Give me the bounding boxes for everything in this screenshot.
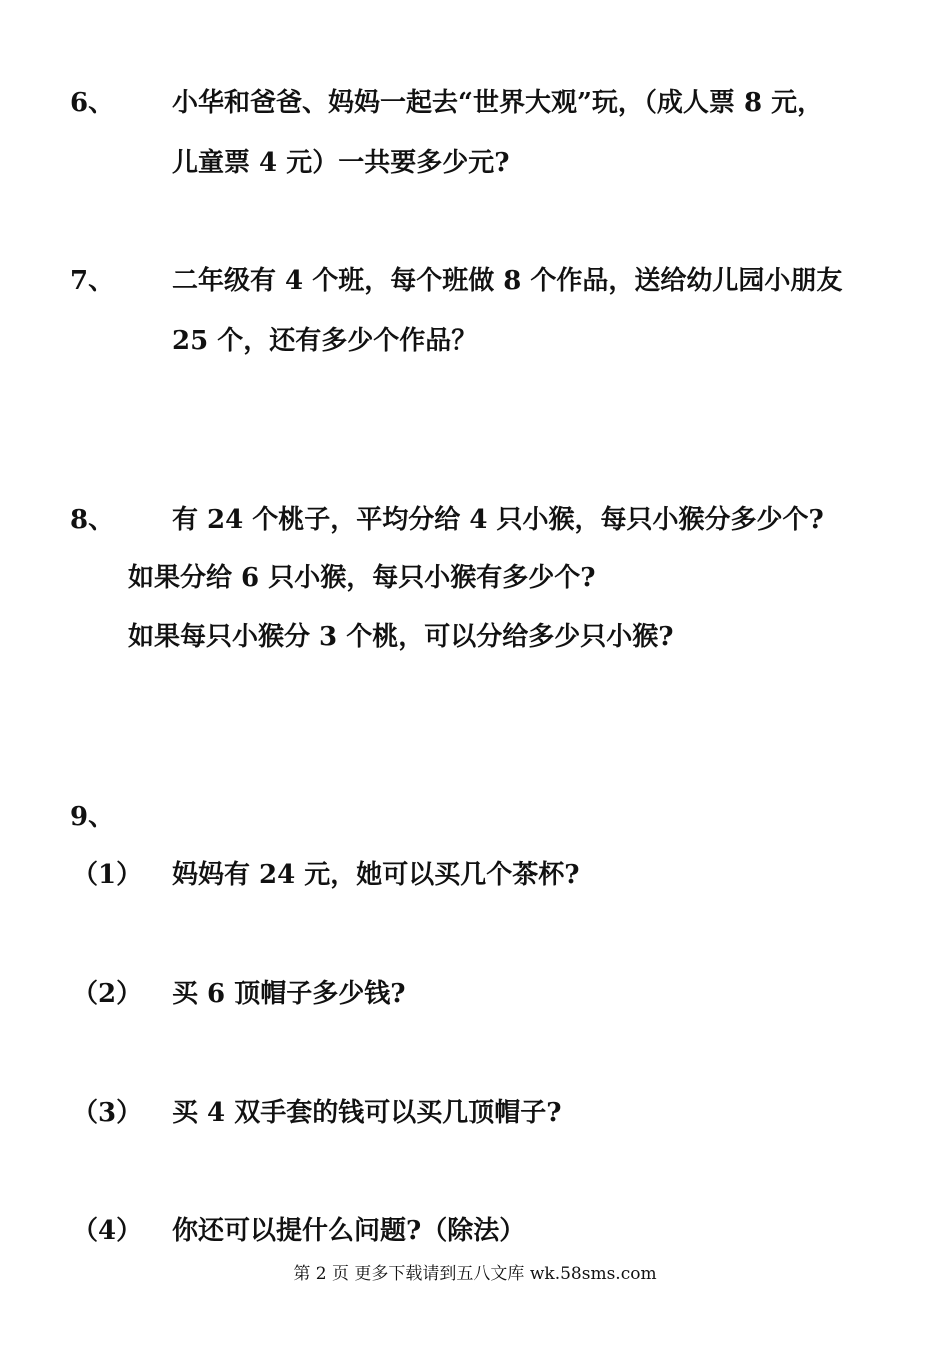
page-footer: 第 2 页 更多下载请到五八文库 wk.58sms.com (293, 1264, 657, 1284)
question-9-part-2-label: （2） (72, 979, 143, 1009)
question-9-part-4-text: 你还可以提什么问题?（除法） (172, 1216, 526, 1246)
question-8-number: 8、 (70, 505, 115, 535)
question-9-part-1-label: （1） (72, 860, 143, 890)
question-6-line-2: 儿童票 4 元）一共要多少元? (172, 148, 510, 178)
question-9-number: 9、 (70, 802, 115, 832)
question-7-line-1: 二年级有 4 个班，每个班做 8 个作品，送给幼儿园小朋友 (172, 266, 843, 296)
question-9-part-3-label: （3） (72, 1098, 143, 1128)
question-8-line-2: 如果分给 6 只小猴，每只小猴有多少个? (128, 563, 596, 593)
question-8-line-3: 如果每只小猴分 3 个桃，可以分给多少只小猴? (128, 622, 674, 652)
question-7-number: 7、 (70, 266, 115, 296)
question-7-line-2: 25 个，还有多少个作品？ (172, 326, 478, 356)
question-6-line-1: 小华和爸爸、妈妈一起去“世界大观”玩，（成人票 8 元， (172, 88, 824, 118)
question-6-number: 6、 (70, 88, 115, 118)
question-9-part-3-text: 买 4 双手套的钱可以买几顶帽子? (172, 1098, 562, 1128)
question-8-line-1: 有 24 个桃子，平均分给 4 只小猴，每只小猴分多少个? (172, 505, 824, 535)
question-9-part-4-label: （4） (72, 1216, 143, 1246)
question-9-part-1-text: 妈妈有 24 元，她可以买几个茶杯? (172, 860, 580, 890)
question-9-part-2-text: 买 6 顶帽子多少钱? (172, 979, 406, 1009)
